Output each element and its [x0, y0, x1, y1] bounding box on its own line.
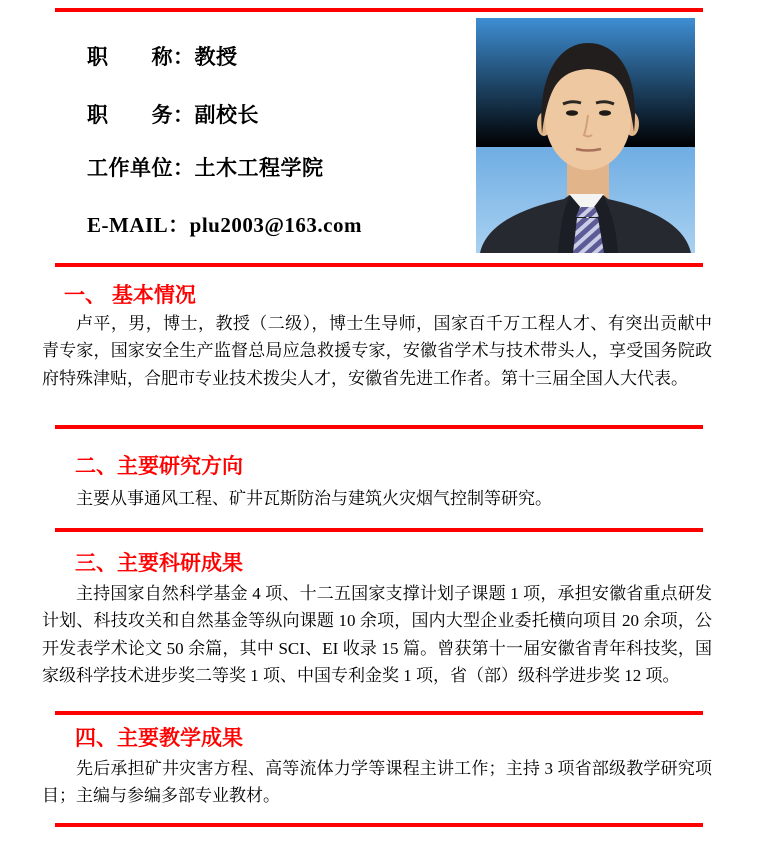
red-rule-section-3: [55, 711, 703, 715]
section-body-basic-info: 卢平，男，博士，教授（二级），博士生导师，国家百千万工程人才、有突出贡献中青专家，国家安全生产监督总局应急救援专家，安徽省学术与技术带头人，享受国务院政府特殊津贴，合肥市专业技术拨尖人才，安徽省先进工作者。第十三届全国人大代表。: [42, 314, 712, 388]
field-value-title: 教授: [194, 45, 238, 69]
field-row-workunit: [87, 157, 324, 180]
section-body-research-directions: 主要从事通风工程、矿井瓦斯防治与建筑火灾烟气控制等研究。: [76, 489, 552, 508]
red-rule-profile: [55, 263, 703, 267]
section-body-research-achievements: 主持国家自然科学基金 4 项、十二五国家支撑计划子课题 1 项，承担安徽省重点研发计划、科技攻关和自然基金等纵向课题 10 余项，国内大型企业委托横向项目 20 余项，公开发表学术论文 50 余篇，其中 SCI、EI 收录 15 篇。曾获第十一届安徽省青年科技奖，国家级科学技术进步奖二等奖 1 项、中国专利金奖 1 项，省（部）级科学进步奖 12 项。: [42, 584, 712, 686]
field-label-position: 职 务：: [87, 103, 195, 127]
field-value-email: plu2003@163.com: [189, 213, 362, 237]
section-body-teaching-achievements: 先后承担矿井灾害方程、高等流体力学等课程主讲工作；主持 3 项省部级教学研究项目；主编与参编多部专业教材。: [42, 759, 712, 806]
field-label-email: E-MAIL：: [87, 213, 190, 237]
red-rule-top: [55, 8, 703, 12]
section-title-research-achievements: 三、主要科研成果: [75, 552, 243, 575]
red-rule-section-2: [55, 528, 703, 532]
field-value-position: 副校长: [194, 103, 259, 127]
section-title-research-directions: 二、主要研究方向: [75, 455, 243, 478]
field-label-workunit: 工作单位：: [87, 156, 195, 180]
field-label-title: 职 称：: [87, 45, 195, 69]
field-value-workunit: 土木工程学院: [194, 156, 324, 180]
red-rule-bottom: [55, 823, 703, 827]
portrait-photo: [476, 18, 695, 253]
section-title-teaching-achievements: 四、主要教学成果: [75, 727, 243, 750]
field-row-position: [87, 104, 259, 127]
field-row-title: [87, 46, 238, 69]
red-rule-section-1: [55, 425, 703, 429]
section-title-basic-info: 一、 基本情况: [64, 284, 196, 307]
field-row-email: [87, 214, 362, 237]
